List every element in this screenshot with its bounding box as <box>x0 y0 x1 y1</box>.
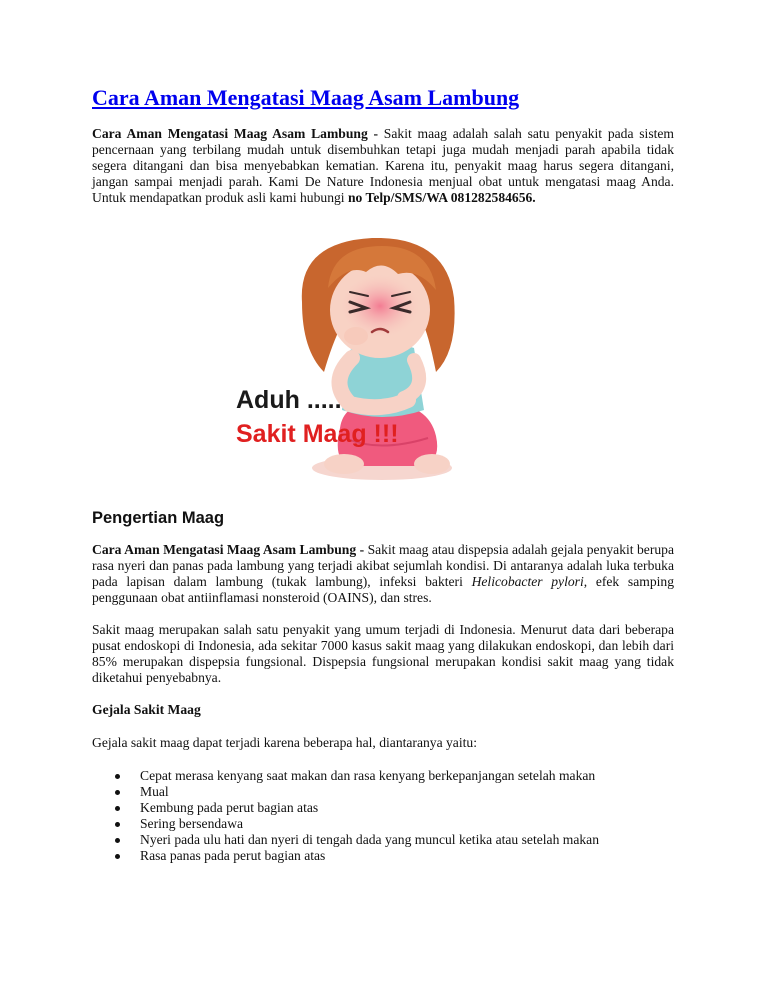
document-page <box>92 84 674 864</box>
girl-stomach-ache-image <box>232 232 532 484</box>
section-heading-gejala: Gejala Sakit Maag <box>92 702 201 717</box>
title-link[interactable]: Cara Aman Mengatasi Maag Asam Lambung <box>92 85 520 110</box>
section-heading-pengertian: Pengertian Maag <box>92 509 225 527</box>
intro-paragraph <box>92 126 674 206</box>
gejala-intro: Gejala sakit maag dapat terjadi karena beberapa hal, diantaranya yaitu: <box>92 735 477 750</box>
sick-girl-illustration <box>232 232 532 484</box>
list-item: Kembung pada perut bagian atas <box>140 800 674 816</box>
pengertian-lead: Cara Aman Mengatasi Maag Asam Lambung - <box>92 542 368 557</box>
list-item: Mual <box>140 784 674 800</box>
pengertian-body-b: , efek samping penggunaan obat antiinflamasi nonsteroid (OAINS), dan stres. <box>92 574 674 605</box>
intro-body: Sakit maag adalah salah satu penyakit pada sistem pencernaan yang terbilang mudah untuk disembuhkan tetapi juga mudah menjadi parah apabila tidak segera ditangani dan bisa menyebabkan kematian. Karena itu, penyakit maag harus segera ditangani, jangan sampai menjadi parah. Kami De Nature Indonesia menjual obat untuk mengatasi maag Anda. Untuk mendapatkan produk asli kami hubungi <box>92 126 674 205</box>
symptom-list <box>92 768 674 864</box>
pengertian-paragraph-1 <box>92 542 674 606</box>
list-item: Sering bersendawa <box>140 816 674 832</box>
illustration-line2: Sakit Maag !!! <box>236 420 399 448</box>
list-item: Cepat merasa kenyang saat makan dan rasa kenyang berkepanjangan setelah makan <box>140 768 674 784</box>
list-item: Nyeri pada ulu hati dan nyeri di tengah dada yang muncul ketika atau setelah makan <box>140 832 674 848</box>
pengertian-paragraph-2: Sakit maag merupakan salah satu penyakit yang umum terjadi di Indonesia. Menurut data dari beberapa pusat endoskopi di Indonesia, ada sekitar 7000 kasus sakit maag yang dilakukan endoskopi, dan lebih dari 85% merupakan dispepsia fungsional. Dispepsia fungsional merupakan kondisi sakit maag yang tidak diketahui penyebabnya. <box>92 622 674 685</box>
bacteria-name: Helicobacter pylori <box>471 574 584 589</box>
pengertian-body-a: Sakit maag atau dispepsia adalah gejala penyakit berupa rasa nyeri dan panas pada lambung yang terjadi akibat sejumlah kondisi. Di antaranya adalah luka terbuka pada lapisan dalam lambung (tukak lambung), infeksi bakteri <box>92 542 674 589</box>
intro-contact: no Telp/SMS/WA 081282584656. <box>347 190 536 205</box>
list-item: Rasa panas pada perut bagian atas <box>140 848 674 864</box>
illustration-line1: Aduh ..... <box>236 386 342 414</box>
page-title <box>92 84 674 112</box>
intro-lead: Cara Aman Mengatasi Maag Asam Lambung - <box>92 126 384 141</box>
